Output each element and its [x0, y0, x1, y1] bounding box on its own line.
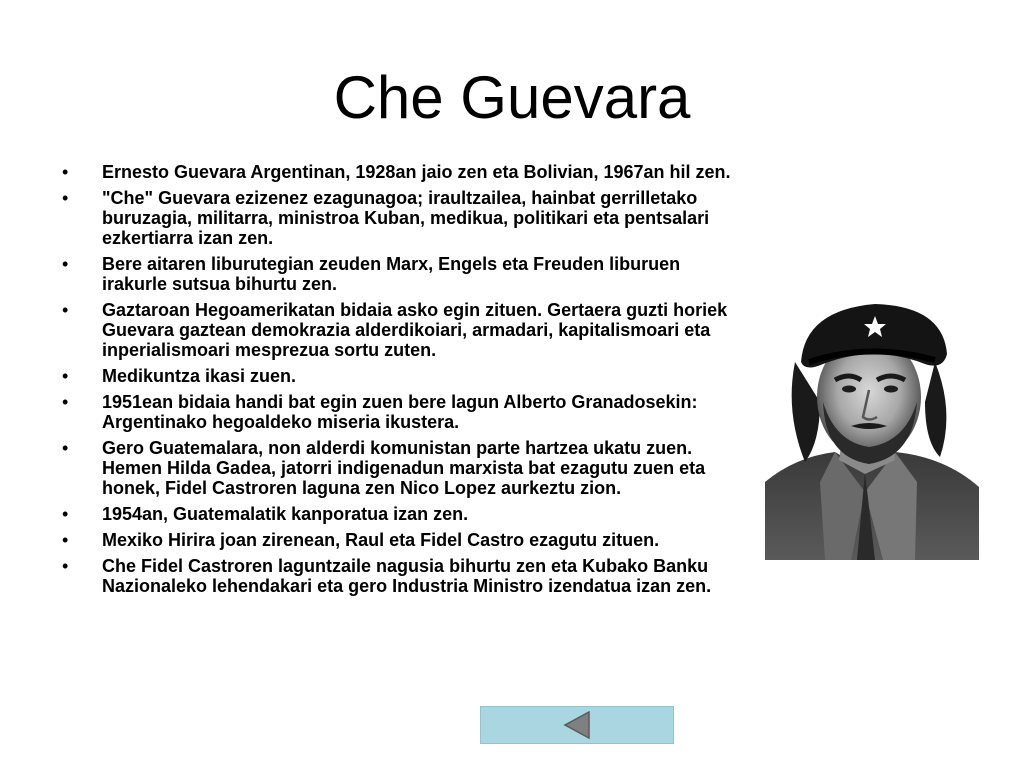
bullet-icon: • [62, 188, 69, 208]
bullet-item [62, 254, 742, 294]
bullet-text: Mexiko Hirira joan zirenean, Raul eta Fidel Castro ezagutu zituen. [102, 530, 660, 550]
bullet-icon: • [62, 254, 69, 274]
bullet-text: Medikuntza ikasi zuen. [102, 366, 297, 386]
slide-title: Che Guevara [333, 64, 691, 131]
bullet-item [62, 556, 742, 596]
back-button[interactable] [480, 706, 674, 744]
triangle-left-icon [563, 711, 591, 739]
bullet-list [62, 162, 742, 602]
bullet-icon: • [62, 300, 69, 320]
bullet-icon: • [62, 504, 69, 524]
bullet-item [62, 162, 742, 182]
portrait-image [765, 292, 979, 560]
bullet-text: Bere aitaren liburutegian zeuden Marx, Engels eta Freuden liburuen irakurle sutsua bihurtu zen. [102, 254, 681, 294]
bullet-item [62, 530, 742, 550]
bullet-icon: • [62, 162, 69, 182]
bullet-icon: • [62, 366, 69, 386]
bullet-text: 1951ean bidaia handi bat egin zuen bere lagun Alberto Granadosekin: Argentinako hegoaldeko miseria ikustera. [102, 392, 698, 432]
bullet-icon: • [62, 556, 69, 576]
bullet-item [62, 366, 742, 386]
bullet-icon: • [62, 392, 69, 412]
bullet-text: Che Fidel Castroren laguntzaile nagusia bihurtu zen eta Kubako Banku Nazionaleko lehendakari eta gero Industria Ministro izendatua izan zen. [102, 556, 712, 596]
bullet-text: Gero Guatemalara, non alderdi komunistan parte hartzea ukatu zuen. Hemen Hilda Gadea, jatorri indigenadun marxista bat ezagutu zuen eta honek, Fidel Castroren laguna zen Nico Lopez aurkeztu zion. [102, 438, 706, 498]
bullet-item [62, 392, 742, 432]
bullet-item [62, 188, 742, 248]
bullet-text: "Che" Guevara ezizenez ezagunagoa; iraultzailea, hainbat gerrilletako buruzagia, militarra, ministroa Kuban, medikua, politikari eta pentsalari ezkertiarra izan zen. [102, 188, 710, 248]
bullet-text: Gaztaroan Hegoamerikatan bidaia asko egin zituen. Gertaera guzti horiek Guevara gaztean demokrazia alderdikoiari, armadari, kapitalismoari eta inperialismoari mesprezua sortu zuten. [102, 300, 728, 360]
bullet-text: Ernesto Guevara Argentinan, 1928an jaio zen eta Bolivian, 1967an hil zen. [102, 162, 731, 182]
bullet-text: 1954an, Guatemalatik kanporatua izan zen. [102, 504, 469, 524]
bullet-item [62, 438, 742, 498]
bullet-item [62, 504, 742, 524]
bullet-item [62, 300, 742, 360]
bullet-icon: • [62, 438, 69, 458]
bullet-icon: • [62, 530, 69, 550]
